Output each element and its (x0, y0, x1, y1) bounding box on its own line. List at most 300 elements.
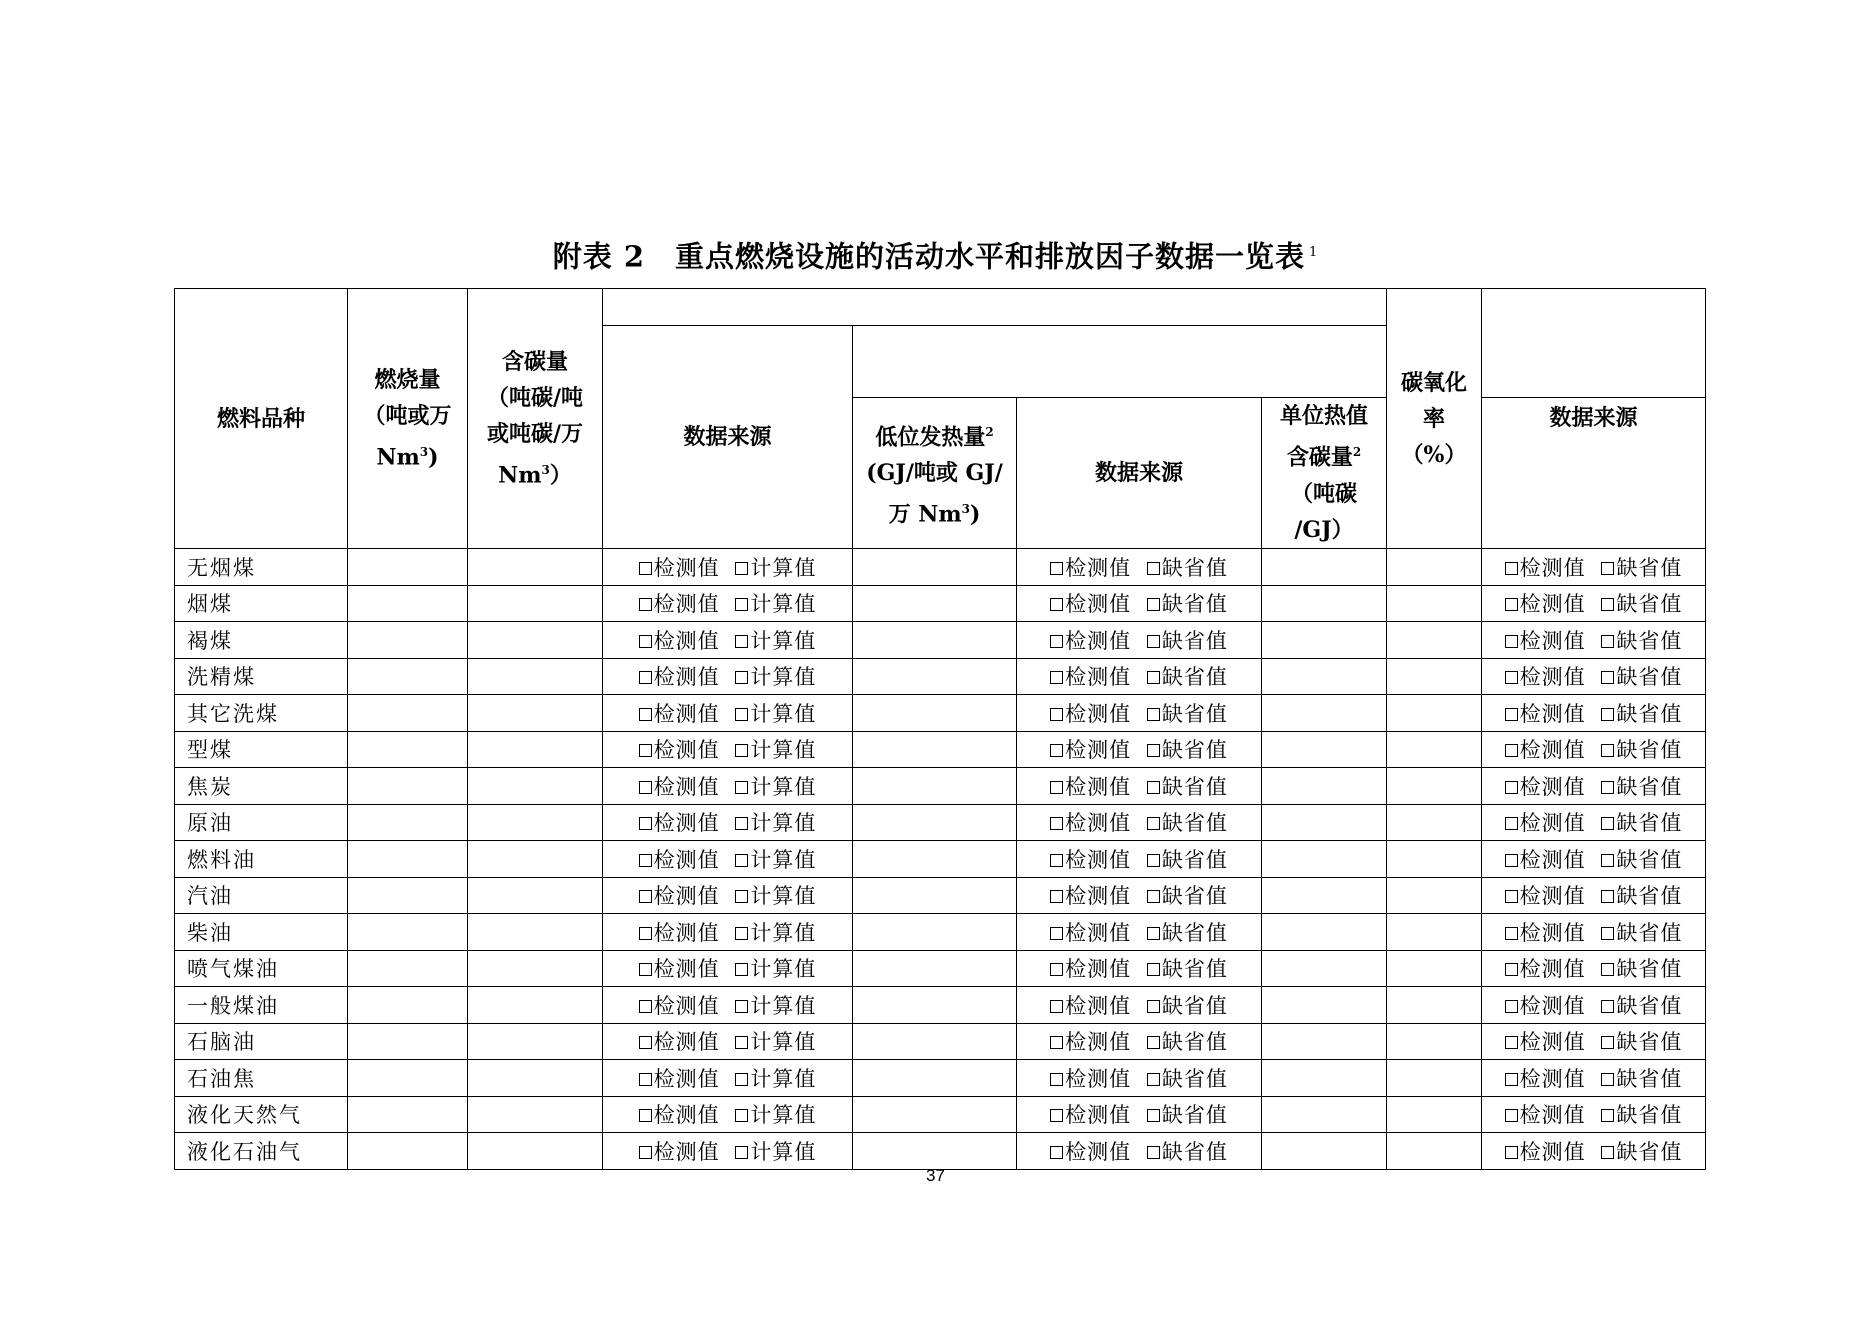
option-measured[interactable]: 检测值 (1505, 1140, 1586, 1164)
option-measured[interactable]: 检测值 (1050, 848, 1131, 872)
checkbox-icon[interactable] (735, 817, 748, 830)
checkbox-icon[interactable] (1505, 890, 1518, 903)
oxidation-rate-cell[interactable] (1387, 950, 1482, 987)
carbon-source-options (603, 841, 853, 878)
checkbox-icon[interactable] (639, 1036, 652, 1049)
checkbox-icon[interactable] (735, 890, 748, 903)
oxidation-rate-cell[interactable] (1387, 549, 1482, 586)
carbon-content-cell[interactable] (468, 877, 603, 914)
option-measured[interactable]: 检测值 (639, 994, 720, 1018)
option-calculated[interactable]: 计算值 (735, 1140, 816, 1164)
option-measured[interactable]: 检测值 (1505, 848, 1586, 872)
carbon-content-cell[interactable] (468, 585, 603, 622)
carbon-per-heat-cell[interactable] (1262, 695, 1387, 732)
option-default[interactable]: 缺省值 (1601, 1030, 1682, 1054)
burn-amount-cell[interactable] (348, 658, 468, 695)
checkbox-icon[interactable] (735, 635, 748, 648)
checkbox-icon[interactable] (639, 963, 652, 976)
carbon-content-cell[interactable] (468, 1133, 603, 1170)
checkbox-icon[interactable] (639, 1109, 652, 1122)
checkbox-icon[interactable] (639, 598, 652, 611)
option-default[interactable]: 缺省值 (1147, 775, 1228, 799)
option-default[interactable]: 缺省值 (1147, 1140, 1228, 1164)
option-measured[interactable]: 检测值 (639, 1140, 720, 1164)
oxidation-rate-cell[interactable] (1387, 1060, 1482, 1097)
option-measured[interactable]: 检测值 (1505, 884, 1586, 908)
option-measured[interactable]: 检测值 (1505, 592, 1586, 616)
checkbox-icon[interactable] (735, 1073, 748, 1086)
option-measured[interactable]: 检测值 (1050, 556, 1131, 580)
carbon-per-heat-cell[interactable] (1262, 1060, 1387, 1097)
carbon-per-heat-cell[interactable] (1262, 1023, 1387, 1060)
option-measured[interactable]: 检测值 (1050, 884, 1131, 908)
checkbox-icon[interactable] (735, 781, 748, 794)
burn-amount-cell[interactable] (348, 768, 468, 805)
checkbox-icon[interactable] (1505, 963, 1518, 976)
option-default[interactable]: 缺省值 (1601, 738, 1682, 762)
checkbox-icon[interactable] (1050, 1000, 1063, 1013)
option-calculated[interactable]: 计算值 (735, 556, 816, 580)
carbon-content-cell[interactable] (468, 1096, 603, 1133)
checkbox-icon[interactable] (735, 1146, 748, 1159)
checkbox-icon[interactable] (735, 1109, 748, 1122)
option-calculated[interactable]: 计算值 (735, 811, 816, 835)
option-default[interactable]: 缺省值 (1601, 629, 1682, 653)
option-measured[interactable]: 检测值 (639, 848, 720, 872)
carbon-per-heat-cell[interactable] (1262, 622, 1387, 659)
oxidation-rate-cell[interactable] (1387, 585, 1482, 622)
checkbox-icon[interactable] (1050, 1073, 1063, 1086)
option-default[interactable]: 缺省值 (1147, 665, 1228, 689)
ncv-cell[interactable] (853, 1060, 1017, 1097)
option-default[interactable]: 缺省值 (1601, 1103, 1682, 1127)
option-calculated[interactable]: 计算值 (735, 775, 816, 799)
burn-amount-cell[interactable] (348, 1133, 468, 1170)
option-measured[interactable]: 检测值 (1505, 629, 1586, 653)
checkbox-icon[interactable] (1505, 635, 1518, 648)
option-measured[interactable]: 检测值 (1050, 921, 1131, 945)
checkbox-icon[interactable] (1601, 1109, 1614, 1122)
option-measured[interactable]: 检测值 (639, 957, 720, 981)
checkbox-icon[interactable] (1505, 1036, 1518, 1049)
option-default[interactable]: 缺省值 (1601, 994, 1682, 1018)
option-default[interactable]: 缺省值 (1147, 884, 1228, 908)
header-oxidation-data-source: 数据来源 (1482, 398, 1706, 549)
option-default[interactable]: 缺省值 (1147, 1067, 1228, 1091)
option-calculated[interactable]: 计算值 (735, 884, 816, 908)
checkbox-icon[interactable] (1050, 963, 1063, 976)
option-measured[interactable]: 检测值 (1050, 592, 1131, 616)
checkbox-icon[interactable] (639, 854, 652, 867)
option-default[interactable]: 缺省值 (1601, 811, 1682, 835)
checkbox-icon[interactable] (1505, 744, 1518, 757)
carbon-content-cell[interactable] (468, 914, 603, 951)
oxidation-rate-cell[interactable] (1387, 804, 1482, 841)
option-default[interactable]: 缺省值 (1147, 994, 1228, 1018)
carbon-per-heat-cell[interactable] (1262, 914, 1387, 951)
option-measured[interactable]: 检测值 (1505, 994, 1586, 1018)
checkbox-icon[interactable] (1147, 963, 1160, 976)
oxidation-rate-cell[interactable] (1387, 731, 1482, 768)
checkbox-icon[interactable] (639, 635, 652, 648)
option-default[interactable]: 缺省值 (1147, 957, 1228, 981)
option-default[interactable]: 缺省值 (1601, 556, 1682, 580)
burn-amount-cell[interactable] (348, 1060, 468, 1097)
option-measured[interactable]: 检测值 (1050, 702, 1131, 726)
checkbox-icon[interactable] (1505, 781, 1518, 794)
option-default[interactable]: 缺省值 (1601, 592, 1682, 616)
option-measured[interactable]: 检测值 (1505, 957, 1586, 981)
checkbox-icon[interactable] (1147, 854, 1160, 867)
option-measured[interactable]: 检测值 (1505, 811, 1586, 835)
checkbox-icon[interactable] (1505, 1073, 1518, 1086)
ncv-cell[interactable] (853, 695, 1017, 732)
option-calculated[interactable]: 计算值 (735, 702, 816, 726)
option-calculated[interactable]: 计算值 (735, 848, 816, 872)
option-default[interactable]: 缺省值 (1147, 1030, 1228, 1054)
checkbox-icon[interactable] (735, 744, 748, 757)
table-row (175, 658, 1706, 695)
burn-amount-cell[interactable] (348, 914, 468, 951)
ncv-cell[interactable] (853, 768, 1017, 805)
option-default[interactable]: 缺省值 (1147, 702, 1228, 726)
burn-amount-cell[interactable] (348, 987, 468, 1024)
option-measured[interactable]: 检测值 (639, 702, 720, 726)
ncv-cell[interactable] (853, 1096, 1017, 1133)
checkbox-icon[interactable] (1147, 671, 1160, 684)
option-measured[interactable]: 检测值 (1505, 921, 1586, 945)
checkbox-icon[interactable] (639, 708, 652, 721)
option-measured[interactable]: 检测值 (1505, 738, 1586, 762)
checkbox-icon[interactable] (1050, 562, 1063, 575)
checkbox-icon[interactable] (1505, 708, 1518, 721)
checkbox-icon[interactable] (1601, 890, 1614, 903)
checkbox-icon[interactable] (1050, 817, 1063, 830)
oxidation-rate-cell[interactable] (1387, 877, 1482, 914)
option-measured[interactable]: 检测值 (639, 1103, 720, 1127)
carbon-per-heat-cell[interactable] (1262, 1096, 1387, 1133)
checkbox-icon[interactable] (1601, 744, 1614, 757)
burn-amount-cell[interactable] (348, 950, 468, 987)
option-measured[interactable]: 检测值 (1050, 665, 1131, 689)
option-default[interactable]: 缺省值 (1147, 848, 1228, 872)
oxidation-rate-cell[interactable] (1387, 1023, 1482, 1060)
checkbox-icon[interactable] (1601, 562, 1614, 575)
burn-amount-cell[interactable] (348, 877, 468, 914)
checkbox-icon[interactable] (639, 562, 652, 575)
option-measured[interactable]: 检测值 (639, 556, 720, 580)
checkbox-icon[interactable] (735, 598, 748, 611)
option-measured[interactable]: 检测值 (1050, 994, 1131, 1018)
checkbox-icon[interactable] (1050, 744, 1063, 757)
carbon-per-heat-cell[interactable] (1262, 768, 1387, 805)
option-calculated[interactable]: 计算值 (735, 994, 816, 1018)
checkbox-icon[interactable] (1050, 1036, 1063, 1049)
option-default[interactable]: 缺省值 (1601, 957, 1682, 981)
option-default[interactable]: 缺省值 (1147, 1103, 1228, 1127)
option-measured[interactable]: 检测值 (1505, 1067, 1586, 1091)
checkbox-icon[interactable] (639, 890, 652, 903)
oxidation-rate-cell[interactable] (1387, 987, 1482, 1024)
option-calculated[interactable]: 计算值 (735, 1067, 816, 1091)
checkbox-icon[interactable] (1050, 671, 1063, 684)
checkbox-icon[interactable] (1050, 598, 1063, 611)
checkbox-icon[interactable] (1505, 1146, 1518, 1159)
option-default[interactable]: 缺省值 (1601, 702, 1682, 726)
option-default[interactable]: 缺省值 (1147, 738, 1228, 762)
option-calculated[interactable]: 计算值 (735, 957, 816, 981)
option-default[interactable]: 缺省值 (1601, 921, 1682, 945)
carbon-per-heat-cell[interactable] (1262, 987, 1387, 1024)
checkbox-icon[interactable] (1147, 708, 1160, 721)
checkbox-icon[interactable] (1147, 781, 1160, 794)
option-measured[interactable]: 检测值 (1050, 1103, 1131, 1127)
ncv-cell[interactable] (853, 731, 1017, 768)
oxidation-rate-cell[interactable] (1387, 622, 1482, 659)
checkbox-icon[interactable] (1050, 635, 1063, 648)
carbon-content-cell[interactable] (468, 841, 603, 878)
ncv-cell[interactable] (853, 622, 1017, 659)
option-measured[interactable]: 检测值 (1505, 1030, 1586, 1054)
ncv-cell[interactable] (853, 877, 1017, 914)
page-title (0, 228, 1871, 282)
checkbox-icon[interactable] (1505, 927, 1518, 940)
checkbox-icon[interactable] (639, 1000, 652, 1013)
option-measured[interactable]: 检测值 (639, 629, 720, 653)
checkbox-icon[interactable] (1147, 1000, 1160, 1013)
ncv-cell[interactable] (853, 1133, 1017, 1170)
checkbox-icon[interactable] (1601, 963, 1614, 976)
checkbox-icon[interactable] (735, 927, 748, 940)
burn-amount-cell[interactable] (348, 841, 468, 878)
checkbox-icon[interactable] (639, 1073, 652, 1086)
checkbox-icon[interactable] (1505, 562, 1518, 575)
table-row (175, 622, 1706, 659)
option-default[interactable]: 缺省值 (1601, 848, 1682, 872)
fuel-name: 原油 (175, 804, 348, 841)
checkbox-icon[interactable] (1601, 927, 1614, 940)
burn-amount-cell[interactable] (348, 695, 468, 732)
ncv-cell[interactable] (853, 1023, 1017, 1060)
oxidation-rate-cell[interactable] (1387, 768, 1482, 805)
carbon-content-cell[interactable] (468, 731, 603, 768)
option-calculated[interactable]: 计算值 (735, 1030, 816, 1054)
ncv-cell[interactable] (853, 841, 1017, 878)
carbon-per-heat-cell[interactable] (1262, 549, 1387, 586)
checkbox-icon[interactable] (735, 1036, 748, 1049)
carbon-content-cell[interactable] (468, 987, 603, 1024)
carbon-per-heat-cell[interactable] (1262, 658, 1387, 695)
ncv-cell[interactable] (853, 950, 1017, 987)
checkbox-icon[interactable] (735, 963, 748, 976)
option-calculated[interactable]: 计算值 (735, 665, 816, 689)
option-measured[interactable]: 检测值 (1050, 1067, 1131, 1091)
option-measured[interactable]: 检测值 (639, 1030, 720, 1054)
checkbox-icon[interactable] (639, 671, 652, 684)
option-measured[interactable]: 检测值 (639, 775, 720, 799)
checkbox-icon[interactable] (735, 1000, 748, 1013)
carbon-per-heat-cell[interactable] (1262, 950, 1387, 987)
ncv-cell[interactable] (853, 987, 1017, 1024)
carbon-content-cell[interactable] (468, 804, 603, 841)
option-default[interactable]: 缺省值 (1601, 775, 1682, 799)
option-calculated[interactable]: 计算值 (735, 629, 816, 653)
checkbox-icon[interactable] (1601, 598, 1614, 611)
checkbox-icon[interactable] (1147, 1036, 1160, 1049)
checkbox-icon[interactable] (1505, 598, 1518, 611)
carbon-per-heat-cell[interactable] (1262, 585, 1387, 622)
checkbox-icon[interactable] (1147, 635, 1160, 648)
carbon-content-cell[interactable] (468, 1060, 603, 1097)
carbon-per-heat-cell[interactable] (1262, 841, 1387, 878)
header-carbon-data-source: 数据来源 (603, 326, 853, 549)
option-measured[interactable]: 检测值 (1050, 1030, 1131, 1054)
oxidation-rate-cell[interactable] (1387, 695, 1482, 732)
option-default[interactable]: 缺省值 (1601, 665, 1682, 689)
option-measured[interactable]: 检测值 (1505, 702, 1586, 726)
option-measured[interactable]: 检测值 (1505, 775, 1586, 799)
option-default[interactable]: 缺省值 (1147, 556, 1228, 580)
carbon-content-cell[interactable] (468, 1023, 603, 1060)
option-measured[interactable]: 检测值 (1050, 811, 1131, 835)
checkbox-icon[interactable] (1601, 781, 1614, 794)
activity-data-table (174, 288, 1706, 1170)
checkbox-icon[interactable] (1050, 854, 1063, 867)
option-default[interactable]: 缺省值 (1147, 592, 1228, 616)
checkbox-icon[interactable] (1147, 1073, 1160, 1086)
header-carbon-per-heat: 单位热值 含碳量$^2$ （吨碳 /GJ） (1262, 398, 1387, 549)
option-default[interactable]: 缺省值 (1601, 1067, 1682, 1091)
checkbox-icon[interactable] (1505, 671, 1518, 684)
checkbox-icon[interactable] (1050, 1146, 1063, 1159)
option-measured[interactable]: 检测值 (639, 811, 720, 835)
checkbox-icon[interactable] (1147, 598, 1160, 611)
oxidation-rate-cell[interactable] (1387, 1133, 1482, 1170)
option-calculated[interactable]: 计算值 (735, 738, 816, 762)
ncv-cell[interactable] (853, 658, 1017, 695)
burn-amount-cell[interactable] (348, 585, 468, 622)
option-measured[interactable]: 检测值 (1505, 665, 1586, 689)
checkbox-icon[interactable] (1601, 854, 1614, 867)
checkbox-icon[interactable] (1147, 927, 1160, 940)
burn-amount-cell[interactable] (348, 804, 468, 841)
burn-amount-cell[interactable] (348, 731, 468, 768)
oxidation-rate-cell[interactable] (1387, 914, 1482, 951)
option-default[interactable]: 缺省值 (1601, 884, 1682, 908)
oxidation-rate-cell[interactable] (1387, 841, 1482, 878)
carbon-per-heat-cell[interactable] (1262, 877, 1387, 914)
checkbox-icon[interactable] (1601, 635, 1614, 648)
checkbox-icon[interactable] (1505, 817, 1518, 830)
option-measured[interactable]: 检测值 (639, 665, 720, 689)
checkbox-icon[interactable] (1601, 1073, 1614, 1086)
option-measured[interactable]: 检测值 (639, 1067, 720, 1091)
option-measured[interactable]: 检测值 (1050, 1140, 1131, 1164)
ncv-cell[interactable] (853, 914, 1017, 951)
checkbox-icon[interactable] (639, 817, 652, 830)
checkbox-icon[interactable] (735, 562, 748, 575)
checkbox-icon[interactable] (1147, 890, 1160, 903)
checkbox-icon[interactable] (1601, 708, 1614, 721)
checkbox-icon[interactable] (1050, 708, 1063, 721)
burn-amount-cell[interactable] (348, 622, 468, 659)
option-measured[interactable]: 检测值 (1505, 556, 1586, 580)
option-default[interactable]: 缺省值 (1147, 629, 1228, 653)
checkbox-icon[interactable] (735, 708, 748, 721)
checkbox-icon[interactable] (1050, 890, 1063, 903)
checkbox-icon[interactable] (1147, 817, 1160, 830)
carbon-per-heat-cell[interactable] (1262, 731, 1387, 768)
option-measured[interactable]: 检测值 (639, 592, 720, 616)
checkbox-icon[interactable] (1601, 1000, 1614, 1013)
checkbox-icon[interactable] (1601, 817, 1614, 830)
carbon-content-cell[interactable] (468, 695, 603, 732)
carbon-content-cell[interactable] (468, 950, 603, 987)
burn-amount-cell[interactable] (348, 1023, 468, 1060)
carbon-content-cell[interactable] (468, 622, 603, 659)
carbon-content-cell[interactable] (468, 549, 603, 586)
checkbox-icon[interactable] (639, 927, 652, 940)
checkbox-icon[interactable] (639, 1146, 652, 1159)
burn-amount-cell[interactable] (348, 1096, 468, 1133)
option-measured[interactable]: 检测值 (639, 921, 720, 945)
checkbox-icon[interactable] (1601, 671, 1614, 684)
option-measured[interactable]: 检测值 (639, 738, 720, 762)
option-calculated[interactable]: 计算值 (735, 592, 816, 616)
checkbox-icon[interactable] (1505, 854, 1518, 867)
checkbox-icon[interactable] (735, 854, 748, 867)
checkbox-icon[interactable] (1601, 1146, 1614, 1159)
option-measured[interactable]: 检测值 (1050, 629, 1131, 653)
carbon-per-heat-cell[interactable] (1262, 1133, 1387, 1170)
option-default[interactable]: 缺省值 (1147, 921, 1228, 945)
carbon-content-cell[interactable] (468, 768, 603, 805)
option-measured[interactable]: 检测值 (1505, 1103, 1586, 1127)
burn-amount-cell[interactable] (348, 549, 468, 586)
option-measured[interactable]: 检测值 (1050, 957, 1131, 981)
checkbox-icon[interactable] (1147, 744, 1160, 757)
checkbox-icon[interactable] (639, 781, 652, 794)
option-measured[interactable]: 检测值 (1050, 775, 1131, 799)
checkbox-icon[interactable] (1147, 1146, 1160, 1159)
checkbox-icon[interactable] (1147, 1109, 1160, 1122)
checkbox-icon[interactable] (1050, 1109, 1063, 1122)
oxidation-rate-cell[interactable] (1387, 1096, 1482, 1133)
ncv-cell[interactable] (853, 585, 1017, 622)
checkbox-icon[interactable] (1050, 781, 1063, 794)
carbon-content-cell[interactable] (468, 658, 603, 695)
checkbox-icon[interactable] (1505, 1109, 1518, 1122)
option-default[interactable]: 缺省值 (1147, 811, 1228, 835)
checkbox-icon[interactable] (1505, 1000, 1518, 1013)
option-measured[interactable]: 检测值 (639, 884, 720, 908)
option-calculated[interactable]: 计算值 (735, 921, 816, 945)
checkbox-icon[interactable] (639, 744, 652, 757)
checkbox-icon[interactable] (1147, 562, 1160, 575)
option-default[interactable]: 缺省值 (1601, 1140, 1682, 1164)
checkbox-icon[interactable] (1050, 927, 1063, 940)
ncv-cell[interactable] (853, 804, 1017, 841)
carbon-per-heat-cell[interactable] (1262, 804, 1387, 841)
checkbox-icon[interactable] (735, 671, 748, 684)
option-measured[interactable]: 检测值 (1050, 738, 1131, 762)
option-calculated[interactable]: 计算值 (735, 1103, 816, 1127)
oxidation-rate-cell[interactable] (1387, 658, 1482, 695)
ncv-source-options (1017, 622, 1262, 659)
carbon-source-options (603, 1133, 853, 1170)
checkbox-icon[interactable] (1601, 1036, 1614, 1049)
ncv-cell[interactable] (853, 549, 1017, 586)
